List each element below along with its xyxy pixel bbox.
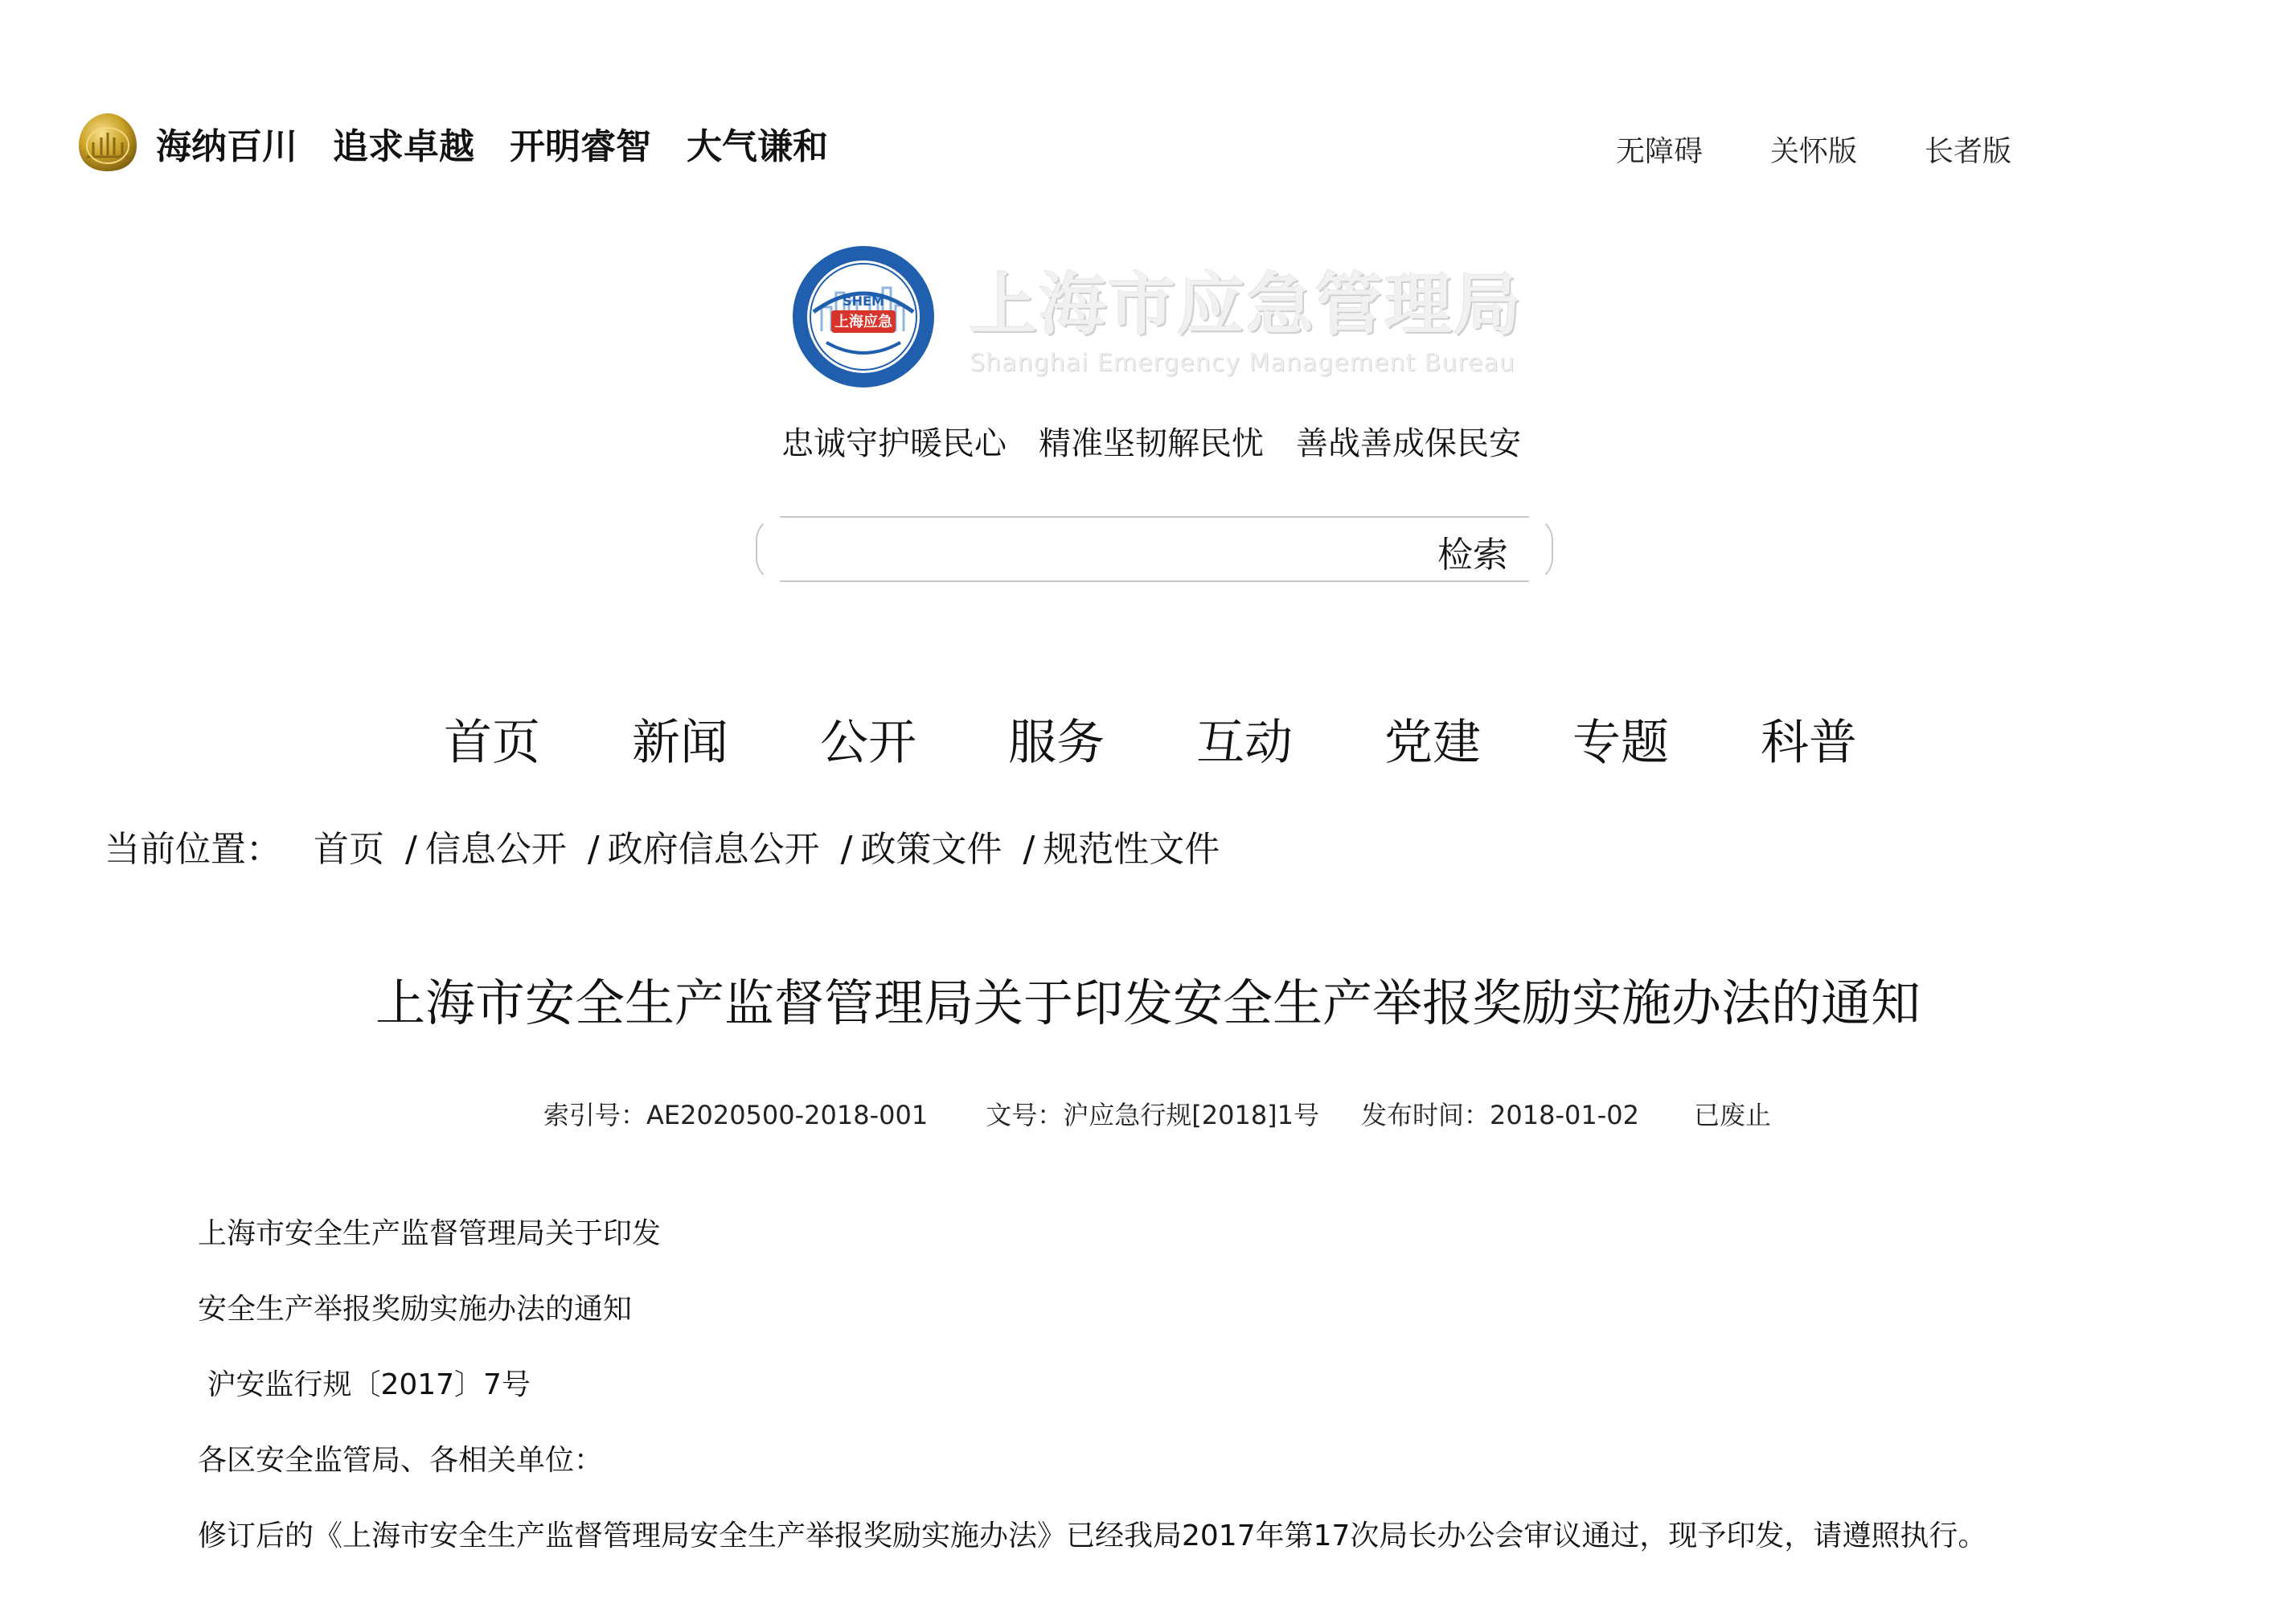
slogan-phrase: 善战善成保民安 — [1296, 425, 1521, 462]
main-nav — [444, 704, 1949, 773]
motto-phrase: 追求卓越 — [333, 126, 474, 167]
paragraph: 安全生产举报奖励实施办法的通知 — [198, 1293, 633, 1326]
search-border — [1529, 516, 1553, 582]
article-body — [198, 1196, 1986, 1574]
paragraph: 沪安监行规〔2017〕7号 — [198, 1368, 531, 1401]
breadcrumb-separator: / — [405, 829, 417, 870]
school-motto — [156, 117, 828, 169]
nav-item-party[interactable]: 党建 — [1384, 715, 1481, 771]
search-border — [780, 516, 1529, 518]
paragraph: 修订后的《上海市安全生产监督管理局安全生产举报奖励实施办法》已经我局2017年第17次局长办公会审议通过，现予印发，请遵照执行。 — [198, 1519, 1987, 1552]
paragraph: 各区安全监管局、各相关单位： — [198, 1444, 604, 1477]
motto-phrase: 大气谦和 — [687, 126, 828, 167]
article-title: 上海市安全生产监督管理局关于印发安全生产举报奖励实施办法的通知 — [375, 974, 1921, 1032]
breadcrumb-label: 当前位置： — [105, 829, 281, 870]
article-meta — [543, 1095, 1829, 1132]
nav-item-open[interactable]: 公开 — [820, 715, 916, 771]
breadcrumb-policy[interactable]: 政策文件 — [860, 829, 1002, 870]
barrier-free-link[interactable]: 无障碍 — [1616, 135, 1704, 168]
nav-item-interaction[interactable]: 互动 — [1196, 715, 1293, 771]
top-bar — [0, 0, 2296, 201]
logo-text: 上海应急 — [834, 314, 892, 330]
nav-item-topics[interactable]: 专题 — [1572, 715, 1669, 771]
site-name: 上海市应急管理局 — [970, 265, 1523, 344]
nav-item-service[interactable]: 服务 — [1008, 715, 1105, 771]
document-number: 文号：沪应急行规[2018]1号 — [986, 1100, 1320, 1130]
nav-item-science[interactable]: 科普 — [1761, 715, 1857, 771]
index-number: 索引号：AE2020500-2018-001 — [543, 1100, 929, 1130]
breadcrumb-home[interactable]: 首页 — [314, 829, 384, 870]
motto-phrase: 开明睿智 — [510, 126, 651, 167]
paragraph: 上海市安全生产监督管理局关于印发 — [198, 1217, 662, 1250]
slogan-phrase: 精准坚韧解民忧 — [1039, 425, 1264, 462]
search-button[interactable]: 检索 — [1437, 535, 1508, 576]
search-border — [780, 580, 1529, 582]
breadcrumb-separator: / — [1023, 829, 1035, 870]
nav-item-news[interactable]: 新闻 — [632, 715, 728, 771]
breadcrumb-gov-info[interactable]: 政府信息公开 — [607, 829, 820, 870]
accessibility-links — [1616, 129, 2011, 170]
status-badge: 已废止 — [1694, 1100, 1772, 1130]
elder-version-link[interactable]: 长者版 — [1925, 135, 2012, 168]
publish-time: 发布时间：2018-01-02 — [1361, 1100, 1640, 1130]
gold-emblem-icon — [76, 110, 140, 174]
search-input[interactable] — [788, 521, 1370, 579]
care-version-link[interactable]: 关怀版 — [1770, 135, 1858, 168]
breadcrumb — [105, 820, 1220, 871]
slogan — [781, 418, 1521, 464]
breadcrumb-separator: / — [840, 829, 853, 870]
motto-phrase: 海纳百川 — [156, 126, 297, 167]
site-name-en: Shanghai Emergency Management Bureau — [970, 349, 1515, 377]
site-logo-icon[interactable] — [789, 243, 937, 391]
breadcrumb-info-open[interactable]: 信息公开 — [424, 829, 567, 870]
slogan-phrase: 忠诚守护暖民心 — [781, 425, 1007, 462]
nav-item-home[interactable]: 首页 — [444, 715, 540, 771]
search-border — [756, 516, 780, 582]
search-box — [756, 516, 1553, 582]
logo-short: SHEM — [843, 293, 884, 309]
breadcrumb-separator: / — [587, 829, 600, 870]
breadcrumb-normative[interactable]: 规范性文件 — [1043, 829, 1220, 870]
